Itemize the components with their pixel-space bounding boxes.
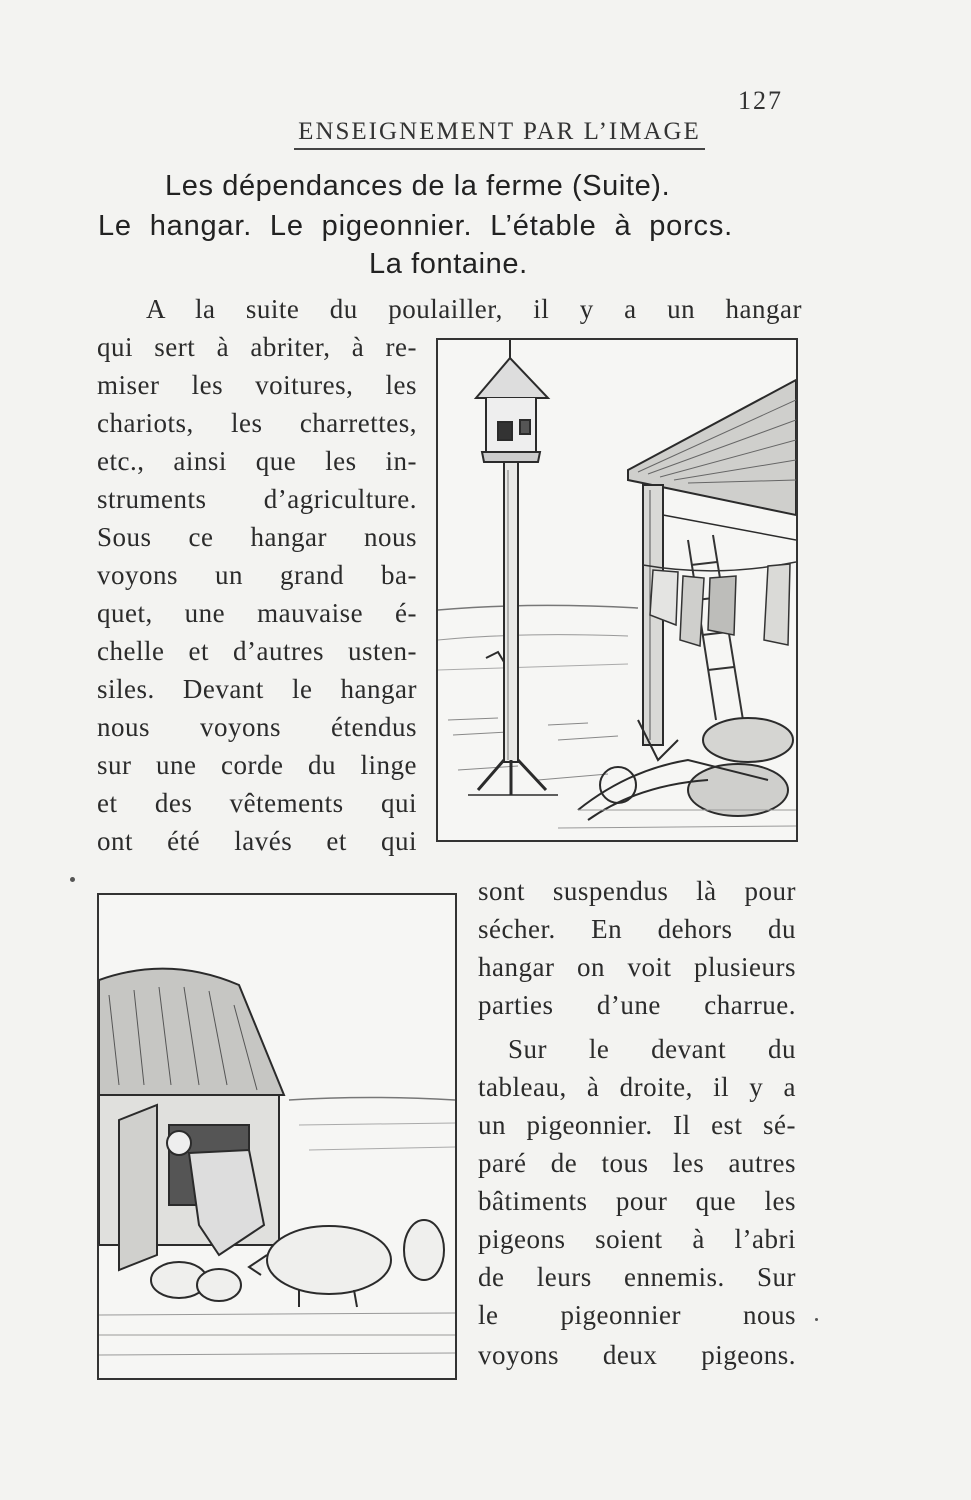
paragraph-line: miser les voitures, les <box>97 370 417 400</box>
paragraph-line: tableau, à droite, il y a <box>478 1072 796 1102</box>
paragraph-line: Sous ce hangar nous <box>97 522 417 552</box>
paragraph-line: sécher. En dehors du <box>478 914 796 944</box>
paragraph-line: qui sert à abriter, à re- <box>97 332 417 362</box>
paragraph-line: voyons un grand ba- <box>97 560 417 590</box>
paragraph-line: siles. Devant le hangar <box>97 674 417 704</box>
paragraph-line: ont été lavés et qui <box>97 826 417 856</box>
paragraph-line: le pigeonnier nous <box>478 1300 796 1330</box>
paragraph-line: struments d’agriculture. <box>97 484 417 514</box>
paragraph-line: chelle et d’autres usten- <box>97 636 417 666</box>
paragraph-line: sont suspendus là pour <box>478 876 796 906</box>
paragraph-line: et des vêtements qui <box>97 788 417 818</box>
title-line-1: Les dépendances de la ferme (Suite). <box>165 170 671 202</box>
print-speck <box>70 877 75 882</box>
running-head-text: ENSEIGNEMENT PAR L’IMAGE <box>294 118 705 150</box>
paragraph-line: paré de tous les autres <box>478 1148 796 1178</box>
print-speck <box>815 1318 818 1321</box>
paragraph-line: chariots, les charrettes, <box>97 408 417 438</box>
hangar-engraving <box>438 340 796 840</box>
paragraph-line: etc., ainsi que les in- <box>97 446 417 476</box>
pigsty-engraving <box>99 895 455 1378</box>
body-top-line: A la suite du poulailler, il y a un hangar <box>146 294 802 324</box>
paragraph-line: hangar on voit plusieurs <box>478 952 796 982</box>
pigeon-house <box>468 340 558 795</box>
title-line-2: Le hangar. Le pigeonnier. L’étable à porcs. <box>98 210 733 242</box>
paragraph-line: nous voyons étendus <box>97 712 417 742</box>
paragraph-line: de leurs ennemis. Sur <box>478 1262 796 1292</box>
paragraph-line: pigeons soient à l’abri <box>478 1224 796 1254</box>
paragraph-line: un pigeonnier. Il est sé- <box>478 1110 796 1140</box>
paragraph-line: voyons deux pigeons. <box>478 1340 796 1370</box>
illustration-etable-a-porcs <box>97 893 457 1380</box>
thatched-roof <box>99 969 284 1095</box>
paragraph-line: sur une corde du linge <box>97 750 417 780</box>
paragraph-line: parties d’une charrue. <box>478 990 796 1020</box>
paragraph-line: Sur le devant du <box>508 1034 796 1064</box>
illustration-hangar-pigeonnier <box>436 338 798 842</box>
paragraph-line: bâtiments pour que les <box>478 1186 796 1216</box>
running-head <box>0 118 971 146</box>
page-number: 127 <box>738 86 783 115</box>
title-line-3: La fontaine. <box>369 248 528 280</box>
paragraph-line: quet, une mauvaise é- <box>97 598 417 628</box>
